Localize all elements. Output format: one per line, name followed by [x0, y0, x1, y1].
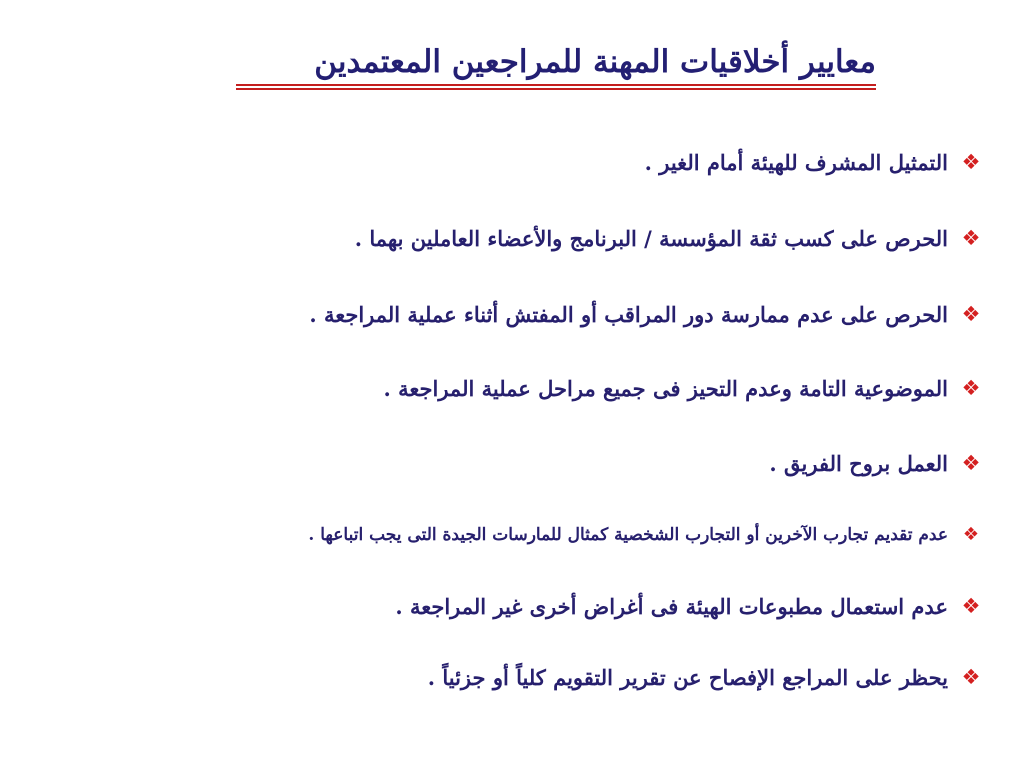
bullet-text-3: الحرص على عدم ممارسة دور المراقب أو المفتش أثناء عملية المراجعة . [309, 302, 948, 327]
four-pointed-star-icon: ❖ [961, 226, 981, 251]
four-pointed-star-icon: ❖ [961, 665, 981, 690]
four-pointed-star-icon: ❖ [961, 451, 981, 476]
four-pointed-star-icon: ❖ [961, 594, 981, 619]
bullet-item-7 [395, 594, 982, 619]
bullet-text-5: العمل بروح الفريق . [769, 451, 948, 476]
bullet-text-1: التمثيل المشرف للهيئة أمام الغير . [644, 150, 948, 175]
bullet-item-3 [309, 302, 982, 327]
bullet-item-2 [355, 226, 982, 251]
bullet-item-1 [645, 150, 982, 175]
bullet-text-6: عدم تقديم تجارب الآخرين أو التجارب الشخصية كمثال للمارسات الجيدة التى يجب اتباعها . [308, 525, 948, 545]
four-pointed-star-icon: ❖ [961, 150, 981, 175]
slide-title: معايير أخلاقيات المهنة للمراجعين المعتمدين [314, 44, 876, 80]
bullet-item-5 [769, 451, 982, 476]
bullet-text-2: الحرص على كسب ثقة المؤسسة / البرنامج والأعضاء العاملين بهما . [354, 226, 948, 251]
bullet-text-8: يحظر على المراجع الإفصاح عن تقرير التقويم كلياً أو جزئياً . [427, 665, 948, 690]
bullet-item-4 [384, 376, 982, 401]
bullet-text-7: عدم استعمال مطبوعات الهيئة فى أغراض أخرى غير المراجعة . [395, 594, 948, 619]
bullet-item-6 [308, 525, 982, 545]
bullet-text-4: الموضوعية التامة وعدم التحيز فى جميع مراحل عملية المراجعة . [383, 376, 948, 401]
bullet-item-8 [428, 665, 982, 690]
four-pointed-star-icon: ❖ [961, 376, 981, 401]
four-pointed-star-icon: ❖ [961, 302, 981, 327]
four-pointed-star-icon: ❖ [962, 524, 980, 546]
